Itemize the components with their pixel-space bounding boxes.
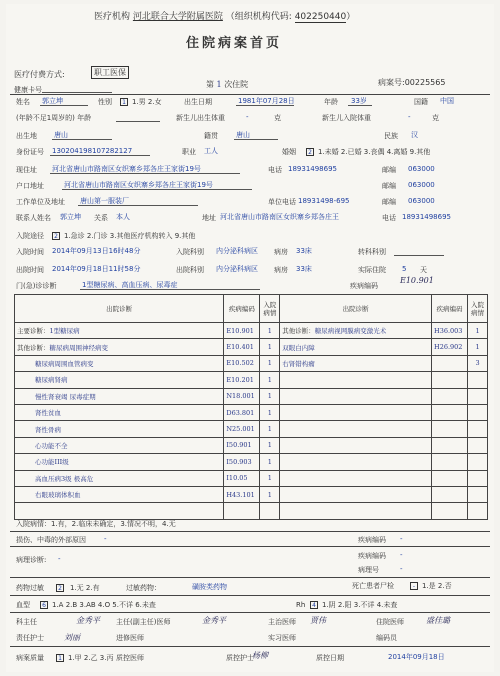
rh-label: Rh: [296, 601, 306, 609]
row-left-code: E10.901: [224, 323, 260, 339]
transfer-label: 转科科别: [358, 248, 386, 256]
payment-value: 职工医保: [91, 66, 129, 79]
pathology-code-value: -: [400, 551, 403, 559]
postcode-value-1: 063000: [408, 165, 435, 173]
sex-box: 1: [120, 98, 128, 106]
native-line: [234, 139, 278, 140]
coder-label: 编码员: [376, 634, 397, 642]
postcode-label-2: 邮编: [382, 182, 396, 190]
household-value: 河北省唐山市路南区女织寨乡郑各庄王家街19号: [64, 181, 213, 189]
row-left-dx: 糖尿病肾病: [15, 372, 224, 388]
birth-value: 1981年07月28日: [238, 97, 295, 105]
times-prefix: 第: [206, 80, 214, 89]
table-row: [15, 388, 488, 404]
case-no-label: 病案号:: [378, 78, 405, 87]
postcode-label-3: 邮编: [382, 198, 396, 206]
diagnosis-header-row: [15, 295, 488, 323]
row-left-cond: 1: [260, 470, 280, 486]
name-line: [40, 105, 88, 106]
relation-label: 关系: [94, 214, 108, 222]
resident-label: 住院医师: [376, 618, 404, 626]
injury-label: 损伤、中毒的外部原因: [16, 536, 86, 544]
row-left-code: [224, 503, 260, 519]
name-label: 姓名: [16, 98, 30, 106]
health-card-label: 健康卡号: [14, 86, 42, 94]
drug-allergy-options: 1.无 2.有: [70, 584, 100, 592]
row-left-code: D63.801: [224, 404, 260, 420]
page-title: 住院病案首页: [186, 36, 283, 51]
marital-box: 2: [306, 148, 314, 156]
birthplace-value: 唐山: [54, 131, 68, 139]
rh-box: 4: [310, 601, 318, 609]
pathology-value: -: [58, 555, 61, 563]
route-label: 入院途径: [16, 232, 44, 240]
admit-weight-label: 新生儿入院体重: [322, 114, 371, 122]
row-left-cond: 1: [260, 388, 280, 404]
row-left-code: E10.502: [224, 355, 260, 371]
marital-options: 1.未婚 2.已婚 3.丧偶 4.离婚 9.其他: [318, 148, 431, 156]
birth-line: [236, 105, 294, 106]
discharge-dept-value: 内分泌科病区: [216, 265, 258, 273]
row-left-cond: 1: [260, 339, 280, 355]
row-left-code: N25.001: [224, 421, 260, 437]
rule-7: [10, 646, 490, 647]
case-no-value: 00225565: [404, 78, 446, 87]
work-line: [78, 205, 198, 206]
header-admit-condition-2: 入院病情: [468, 295, 488, 323]
outpatient-label: 门(急)诊诊断: [16, 282, 57, 290]
age-value: 33岁: [351, 97, 367, 105]
current-addr-value: 河北省唐山市路南区女织寨乡郑各庄王家街19号: [52, 165, 201, 173]
rule-1: [10, 94, 490, 95]
qc-nurse-signature: 杨柳: [252, 651, 268, 660]
medical-record-page: [6, 4, 494, 672]
contact-phone-label: 电话: [382, 214, 396, 222]
native-label: 籍贯: [204, 132, 218, 140]
disease-code-value: E10.901: [400, 276, 434, 285]
current-addr-label: 现住址: [16, 166, 37, 174]
row-left-dx: [15, 503, 224, 519]
row-left-dx: 心功能不全: [15, 437, 224, 453]
table-row: [15, 486, 488, 502]
drug-allergy-label: 药物过敏: [16, 584, 44, 592]
row-left-label: 其他诊断：: [17, 343, 50, 352]
pathology-label: 病理诊断:: [16, 556, 47, 564]
birth-label: 出生日期: [184, 98, 212, 106]
payment-label: 医疗付费方式:: [14, 70, 65, 79]
row-right-dx: 双眼白内障: [280, 339, 432, 355]
row-left-code: E10.201: [224, 372, 260, 388]
attending-signature: 贾伟: [310, 616, 326, 625]
discharge-time-label: 出院时间: [16, 266, 44, 274]
row-left-cond: 1: [260, 355, 280, 371]
rule-3: [10, 546, 490, 547]
row-left-dx: 心功能III级: [15, 454, 224, 470]
pathology-code-label: 疾病编码: [358, 552, 386, 560]
admit-weight-unit: 克: [432, 114, 439, 122]
contact-addr-label: 地址: [202, 214, 216, 222]
rh-options: 1.阴 2.阳 3.不详 4.未查: [322, 601, 398, 609]
row-left-dx: 1型糖尿病: [49, 327, 80, 336]
occupation-value: 工人: [204, 147, 218, 155]
household-line: [62, 189, 252, 190]
qc-doctor-label: 质控医师: [116, 654, 144, 662]
transfer-line: [394, 255, 444, 256]
postcode-label-1: 邮编: [382, 166, 396, 174]
id-label: 身份证号: [16, 148, 44, 156]
admit-weight-value: -: [408, 113, 411, 121]
row-left-cond: 1: [260, 454, 280, 470]
table-row: [15, 372, 488, 388]
row-left-dx: 肾性骨病: [15, 421, 224, 437]
postcode-value-3: 063000: [408, 197, 435, 205]
org-code-label: （组织机构代码:: [225, 12, 292, 22]
work-phone-label: 单位电话: [268, 198, 296, 206]
relation-value: 本人: [116, 213, 130, 221]
table-row: [15, 454, 488, 470]
admit-ward-label: 病房: [274, 248, 288, 256]
row-left-cond: 1: [260, 404, 280, 420]
row-left-cond: 1: [260, 437, 280, 453]
ethnicity-label: 民族: [384, 132, 398, 140]
org-code-suffix: ）: [346, 12, 356, 22]
autopsy-label: 死亡患者尸检: [352, 582, 394, 590]
age-line: [348, 105, 372, 106]
discharge-ward-label: 病房: [274, 266, 288, 274]
birth-weight-unit: 克: [274, 114, 281, 122]
row-right-code: [432, 355, 468, 371]
discharge-dept-label: 出院科别: [176, 266, 204, 274]
resident-signature: 盛佳璐: [426, 616, 450, 625]
row-left-dx: 糖尿病周围神经病变: [49, 343, 108, 352]
row-right-cond: 3: [468, 355, 488, 371]
table-row: [15, 404, 488, 420]
autopsy-options: 1.是 2.否: [422, 582, 452, 590]
attending-label: 主治医师: [268, 618, 296, 626]
table-row: [15, 339, 488, 355]
institution-line: [94, 12, 355, 23]
table-row: [15, 437, 488, 453]
admit-time-value: 2014年09月13日16时48分: [52, 247, 141, 255]
birthplace-label: 出生地: [16, 132, 37, 140]
postcode-value-2: 063000: [408, 181, 435, 189]
row-left-code: I10.05: [224, 470, 260, 486]
row-left-code: I50.901: [224, 437, 260, 453]
injury-code-label: 疾病编码: [358, 536, 386, 544]
admission-count: [206, 80, 248, 89]
row-right-cond: 1: [468, 323, 488, 339]
row-left-dx: 糖尿病周围血管病变: [15, 355, 224, 371]
row-right-dx: 糖尿病视网膜病变激光术: [314, 327, 387, 336]
blood-label: 血型: [16, 601, 30, 609]
nationality-value: 中国: [440, 97, 454, 105]
condition-legend: 入院病情：1.有，2.临床未确定，3.情况不明，4.无: [16, 520, 176, 528]
pathology-no-label: 病理号: [358, 566, 379, 574]
ethnicity-value: 汉: [411, 131, 418, 139]
header-admit-condition: 入院病情: [260, 295, 280, 323]
actual-days-value: 5: [402, 265, 407, 273]
diagnosis-table: [14, 294, 488, 520]
chief-signature: 金秀平: [202, 616, 226, 625]
row-left-cond: 1: [260, 421, 280, 437]
row-left-label: 主要诊断：: [17, 327, 50, 336]
row-left-cond: 1: [260, 323, 280, 339]
disease-code-label: 疾病编码: [350, 282, 378, 290]
work-phone-value: 18931498-695: [298, 197, 350, 205]
org-code: 402250440: [294, 12, 347, 22]
allergy-drug-label: 过敏药物：: [126, 584, 161, 592]
row-left-dx: 肾性贫血: [15, 404, 224, 420]
header-disease-code-2: 疾病编码: [432, 295, 468, 323]
birthplace-line: [52, 139, 112, 140]
org-prefix: 医疗机构: [94, 12, 131, 22]
row-left-dx: 右眼玻璃体积血: [15, 486, 224, 502]
admit-ward-value: 33床: [296, 247, 312, 255]
contact-label: 联系人姓名: [16, 214, 51, 222]
row-left-dx: 慢性肾衰竭 尿毒症期: [15, 388, 224, 404]
qc-nurse-label: 质控护士: [226, 654, 254, 662]
header-discharge-dx-2: 出院诊断: [280, 295, 432, 323]
row-left-code: I50.903: [224, 454, 260, 470]
table-row: [15, 470, 488, 486]
id-line: [50, 155, 150, 156]
rule-6: [10, 612, 490, 613]
injury-code-value: -: [400, 535, 403, 543]
row-right-code: H26.902: [432, 339, 468, 355]
infant-age-line: [116, 121, 160, 122]
blood-options: 1.A 2.B 3.AB 4.O 5.不详 6.未查: [52, 601, 156, 609]
nurse-signature: 刘丽: [64, 633, 80, 642]
work-value: 唐山第一服装厂: [80, 197, 129, 205]
discharge-time-value: 2014年09月18日11时58分: [52, 265, 141, 273]
row-right-label: 其他诊断：: [282, 327, 315, 336]
dept-director-label: 科主任: [16, 618, 37, 626]
outpatient-line: [80, 289, 260, 290]
admit-dept-label: 入院科别: [176, 248, 204, 256]
work-label: 工作单位及地址: [16, 198, 65, 206]
route-box: 2: [52, 232, 60, 240]
rule-5: [10, 595, 490, 596]
injury-value: -: [104, 535, 107, 543]
org-name: 河北联合大学附属医院: [132, 12, 223, 22]
birth-weight-value: -: [246, 113, 249, 121]
row-left-code: N18.001: [224, 388, 260, 404]
rule-2: [10, 531, 490, 532]
row-left-code: H43.101: [224, 486, 260, 502]
marital-label: 婚姻: [282, 148, 296, 156]
header-disease-code: 疾病编码: [224, 295, 260, 323]
qc-date-label: 质控日期: [316, 654, 344, 662]
quality-box: 1: [56, 654, 64, 662]
id-value: 130204198107282127: [52, 147, 133, 155]
age-label: 年龄: [324, 98, 338, 106]
quality-options: 1.甲 2.乙 3.丙: [68, 654, 114, 662]
current-addr-line: [50, 173, 240, 174]
contact-addr-value: 河北省唐山市路南区女织寨乡郑各庄王: [220, 213, 339, 221]
row-right-cond: 1: [468, 339, 488, 355]
fellow-label: 进修医师: [116, 634, 144, 642]
table-row: [15, 503, 488, 519]
drug-allergy-box: 2: [56, 584, 64, 592]
table-row: [15, 421, 488, 437]
times-value: 1: [216, 80, 222, 89]
actual-days-label: 实际住院: [358, 266, 386, 274]
row-left-cond: 1: [260, 372, 280, 388]
allergy-drug-value: 磺胺类药物: [192, 583, 227, 591]
native-value: 唐山: [236, 131, 250, 139]
dept-director-signature: 金秀平: [76, 616, 100, 625]
discharge-ward-value: 33床: [296, 265, 312, 273]
name-value: 郭立坤: [42, 97, 63, 105]
health-card-line: [42, 92, 112, 93]
intern-label: 实习医师: [268, 634, 296, 642]
table-row: [15, 355, 488, 371]
household-label: 户口地址: [16, 182, 44, 190]
quality-label: 病案质量: [16, 654, 44, 662]
contact-value: 郭立坤: [60, 213, 81, 221]
nationality-label: 国籍: [414, 98, 428, 106]
row-right-dx: 右肾错构瘤: [280, 355, 432, 371]
row-right-code: H36.003: [432, 323, 468, 339]
sex-label: 性别: [98, 98, 112, 106]
occupation-label: 职业: [182, 148, 196, 156]
outpatient-value: 1型糖尿病、高血压病、尿毒症: [82, 281, 178, 289]
row-left-cond: 1: [260, 486, 280, 502]
days-unit: 天: [420, 266, 427, 274]
times-suffix: 次住院: [224, 80, 249, 89]
sex-options: 1.男 2.女: [132, 98, 162, 106]
birth-weight-label: 新生儿出生体重: [176, 114, 225, 122]
row-left-cond: [260, 503, 280, 519]
autopsy-box: -: [410, 582, 418, 590]
table-row: [15, 323, 488, 339]
blood-box: 6: [40, 601, 48, 609]
case-number: [378, 78, 445, 87]
nurse-label: 责任护士: [16, 634, 44, 642]
route-options: 1.急诊 2.门诊 3.其他医疗机构转入 9.其他: [64, 232, 196, 240]
row-left-code: E10.401: [224, 339, 260, 355]
header-discharge-dx: 出院诊断: [15, 295, 224, 323]
rule-4: [10, 577, 490, 578]
phone-label: 电话: [268, 166, 282, 174]
row-left-dx: 高血压病3级 极高危: [15, 470, 224, 486]
chief-label: 主任(副主任)医师: [116, 618, 171, 626]
infant-age-label: (年龄不足1周岁的) 年龄: [16, 114, 92, 122]
qc-date-value: 2014年09月18日: [388, 653, 445, 661]
admit-dept-value: 内分泌科病区: [216, 247, 258, 255]
phone-value: 18931498695: [288, 165, 337, 173]
contact-phone-value: 18931498695: [402, 213, 451, 221]
admit-time-label: 入院时间: [16, 248, 44, 256]
pathology-no-value: -: [400, 565, 403, 573]
